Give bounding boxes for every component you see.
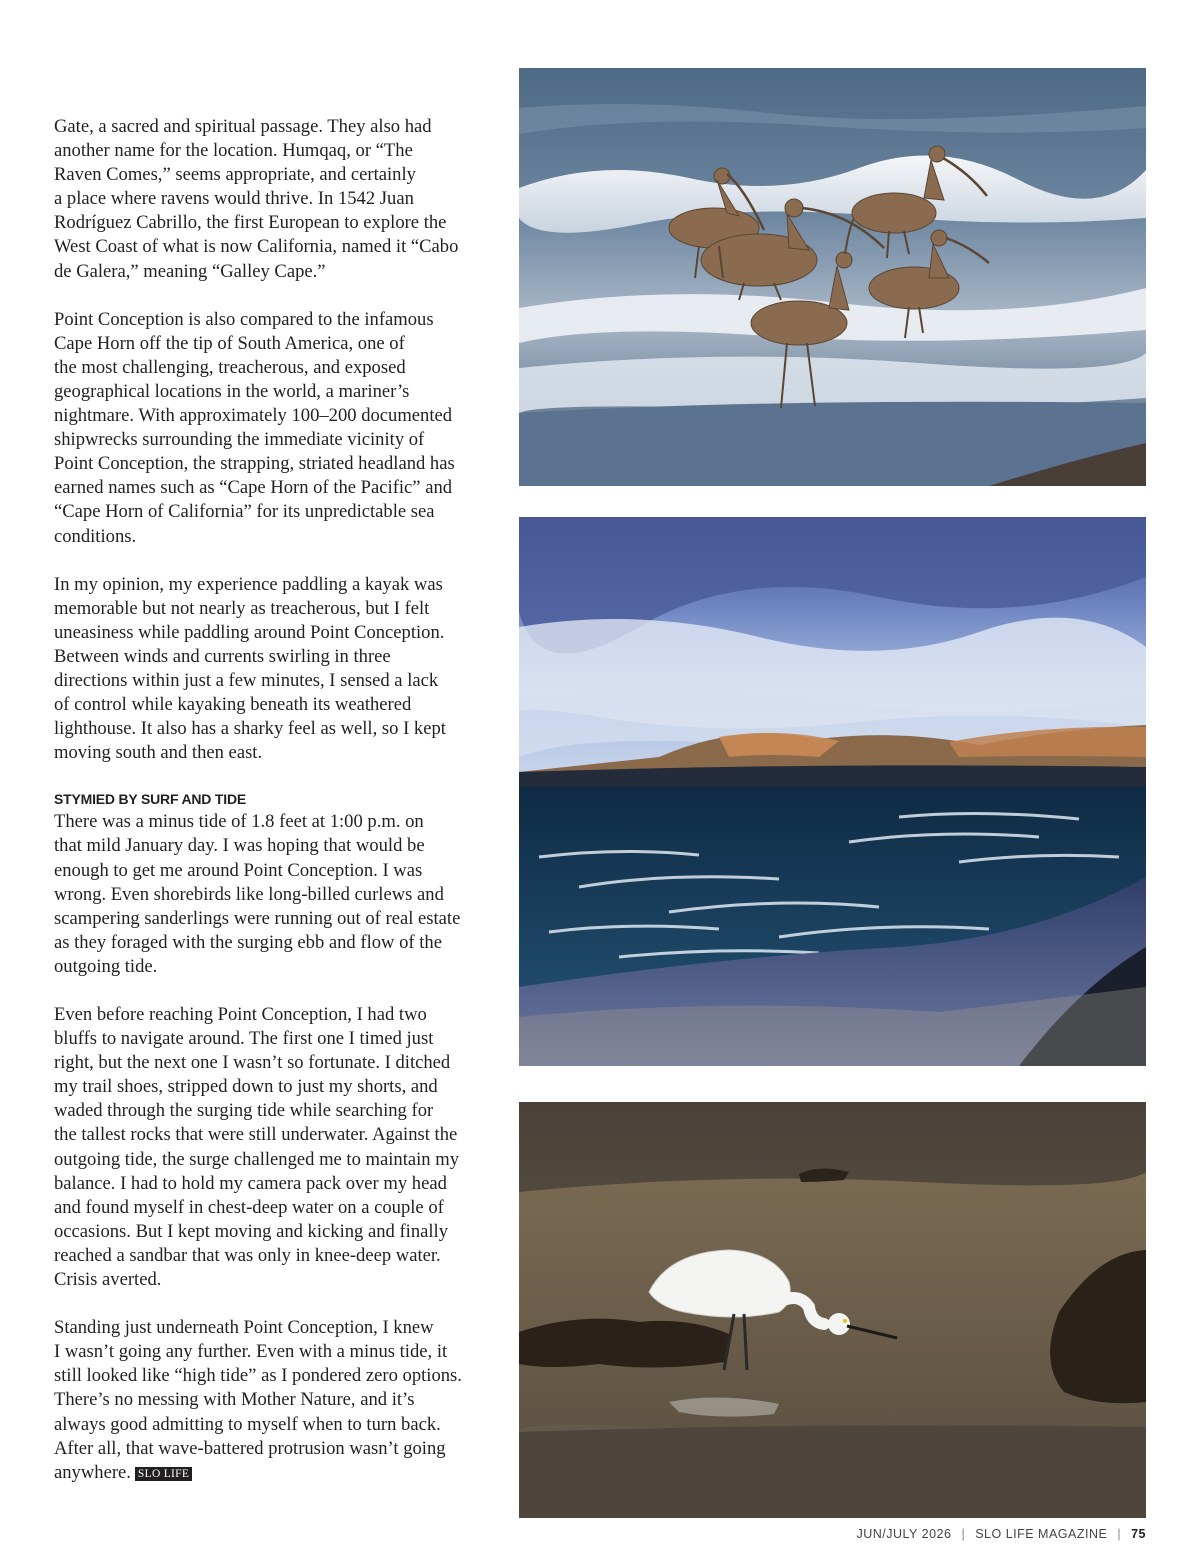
article-paragraph: There was a minus tide of 1.8 feet at 1:00 p.m. on that mild January day. I was hoping that would be enough to get me around Point Conception. I was wrong. Even shorebirds like long-billed curlews and scampering sanderlings were running out of real estate as they foraged with the surging ebb and flow of the outgoing tide. (54, 811, 461, 977)
article-paragraph: Even before reaching Point Conception, I had two bluffs to navigate around. The first one I timed just right, but the next one I wasn’t so fortunate. I ditched my trail shoes, stripped down to just my shorts, and waded through the surging tide while searching for the tallest rocks that were still underwater. Against the outgoing tide, the surge challenged me to maintain my balance. I had to hold my camera pack over my head and found myself in chest-deep water on a couple of occasions. But I kept moving and kicking and finally reached a sandbar that was only in knee-deep water. Crisis averted. (54, 1004, 460, 1291)
footer-separator: | (961, 1527, 966, 1541)
page-footer (856, 1527, 1146, 1541)
article-paragraph-text: Standing just underneath Point Conception, I knew I wasn’t going any further. Even with a minus tide, it still looked like “high tide” as I pondered zero options. There’s no messing with Mother Nature, and it’s always good admitting to myself when to turn back. After all, that wave-battered protrusion wasn’t going anywhere. (54, 1317, 462, 1483)
article-paragraph: Point Conception is also compared to the infamous Cape Horn off the tip of South America, one of the most challenging, treacherous, and exposed geographical locations in the world, a mariner’s nightmare. With approximately 100–200 documented shipwrecks surrounding the immediate vicinity of Point Conception, the strapping, striated headland has earned names such as “Cape Horn of the Pacific” and “Cape Horn of California” for its unpredictable sea conditions. (54, 308, 455, 547)
photo-point-conception-coastline (519, 517, 1146, 1066)
footer-separator: | (1117, 1527, 1122, 1541)
article-paragraph (54, 1316, 494, 1485)
photo-curlews-in-surf (519, 68, 1146, 486)
footer-issue-date: JUN/JULY 2026 (856, 1527, 952, 1541)
footer-magazine-name: SLO LIFE MAGAZINE (975, 1527, 1108, 1541)
article-body (54, 115, 494, 1509)
photo-snowy-egret (519, 1102, 1146, 1518)
article-paragraph: In my opinion, my experience paddling a kayak was memorable but not nearly as treacherous, but I felt uneasiness while paddling around Point Conception. Between winds and currents swirling in three directions within just a few minutes, I sensed a lack of control while kayaking beneath its weathered lighthouse. It also has a sharky feel as well, so I kept moving south and then east. (54, 573, 446, 764)
end-mark-logo: SLO LIFE (135, 1467, 192, 1481)
section-subhead: STYMIED BY SURF AND TIDE (54, 791, 246, 808)
article-paragraph: Gate, a sacred and spiritual passage. They also had another name for the location. Humqaq, or “The Raven Comes,” seems appropriate, and certainly a place where ravens would thrive. In 1542 Juan Rodríguez Cabrillo, the first European to explore the West Coast of what is now California, named it “Cabo de Galera,” meaning “Galley Cape.” (54, 116, 459, 282)
page-number: 75 (1131, 1527, 1146, 1541)
